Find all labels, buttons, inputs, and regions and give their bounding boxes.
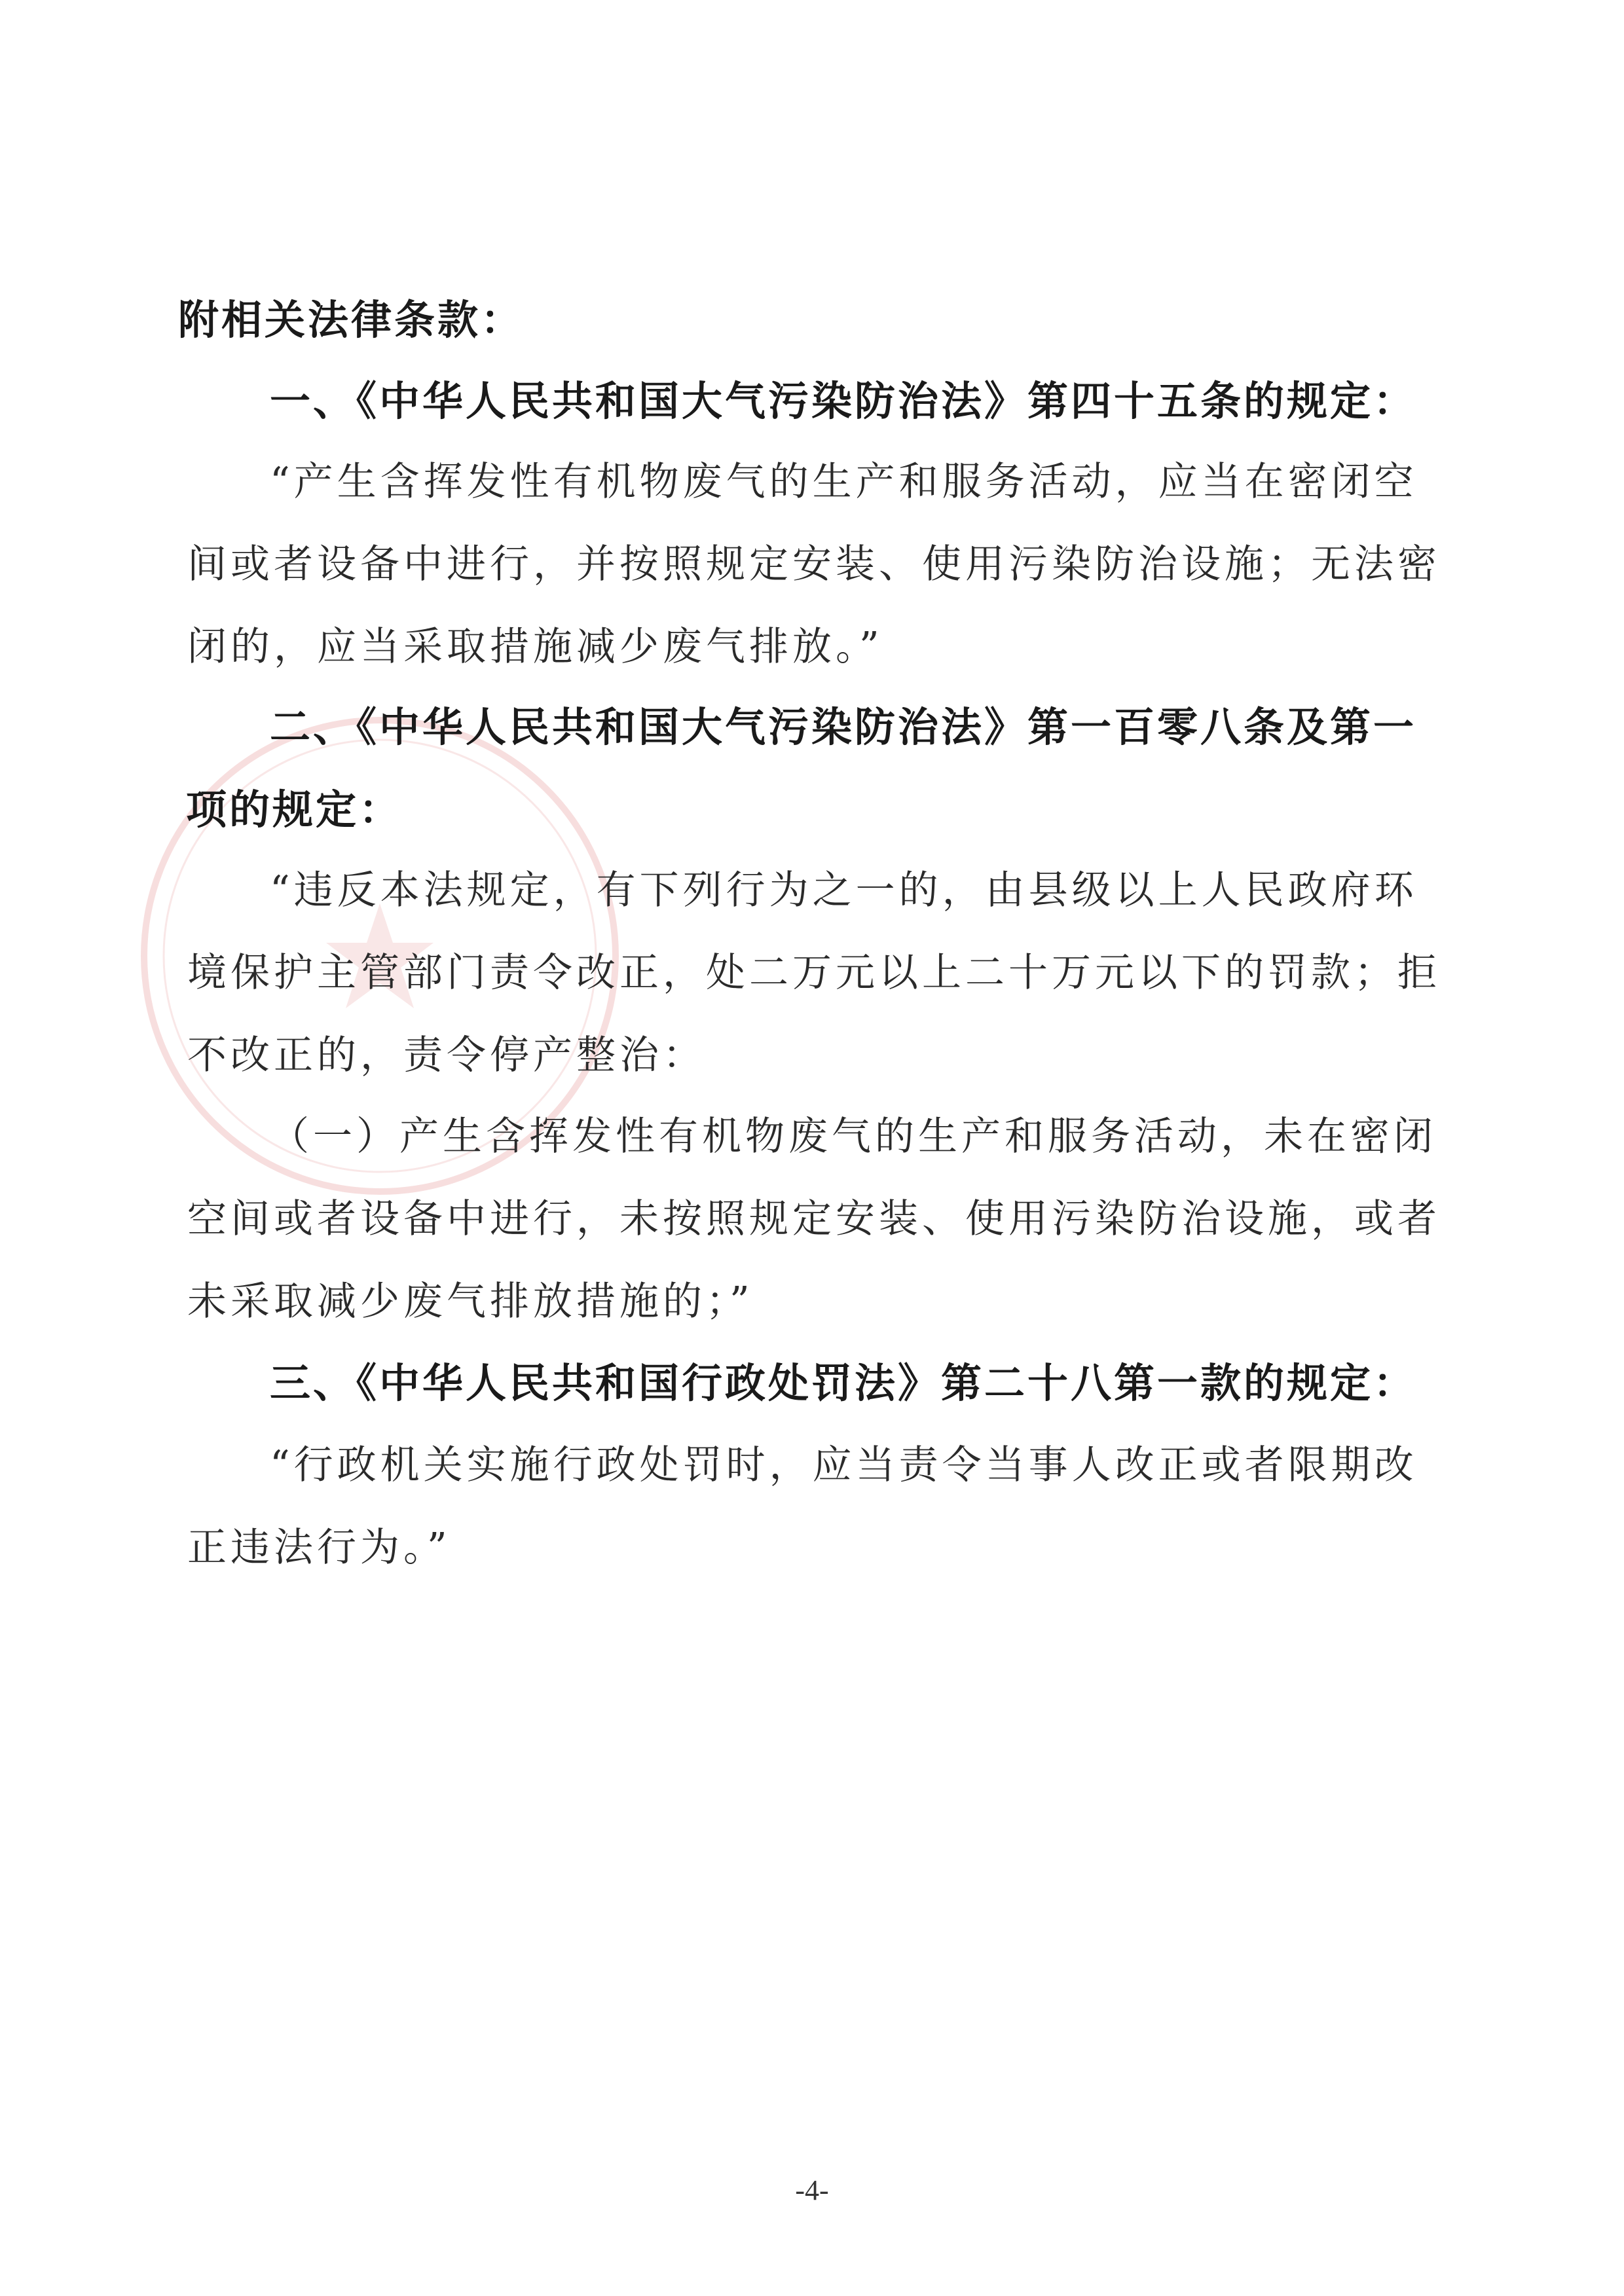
document-title: 附相关法律条款：	[178, 296, 525, 344]
section-2-heading: 二、《中华人民共和国大气污染防治法》第一百零八条及第一	[270, 703, 1417, 751]
section-2-heading: 项的规定：	[186, 786, 403, 833]
section-3-text-line: “行政机关实施行政处罚时，应当责令当事人改正或者限期改	[270, 1442, 1418, 1488]
section-2-text-line: 空间或者设备中进行，未按照规定安装、使用污染防治设施，或者	[187, 1196, 1441, 1242]
page-number: -4-	[795, 2174, 829, 2206]
section-2-text-line: “违反本法规定，有下列行为之一的，由县级以上人民政府环	[270, 867, 1418, 913]
section-1-text-line: “产生含挥发性有机物废气的生产和服务活动，应当在密闭空	[270, 459, 1418, 505]
section-3-heading: 三、《中华人民共和国行政处罚法》第二十八第一款的规定：	[270, 1359, 1417, 1407]
section-1-heading: 一、《中华人民共和国大气污染防治法》第四十五条的规定：	[270, 377, 1417, 425]
section-2-text-line: 不改正的，责令停产整治：	[187, 1032, 706, 1078]
section-1-text-line: 闭的，应当采取措施减少废气排放。”	[187, 624, 883, 670]
section-2-text-line: 未采取减少废气排放措施的；”	[187, 1279, 754, 1324]
section-2-text-line: 境保护主管部门责令改正，处二万元以上二十万元以下的罚款；拒	[187, 950, 1441, 996]
section-2-text-line: （一）产生含挥发性有机物废气的生产和服务活动，未在密闭	[270, 1114, 1437, 1159]
section-3-text-line: 正违法行为。”	[187, 1525, 451, 1571]
section-1-text-line: 间或者设备中进行，并按照规定安装、使用污染防治设施；无法密	[187, 541, 1441, 587]
